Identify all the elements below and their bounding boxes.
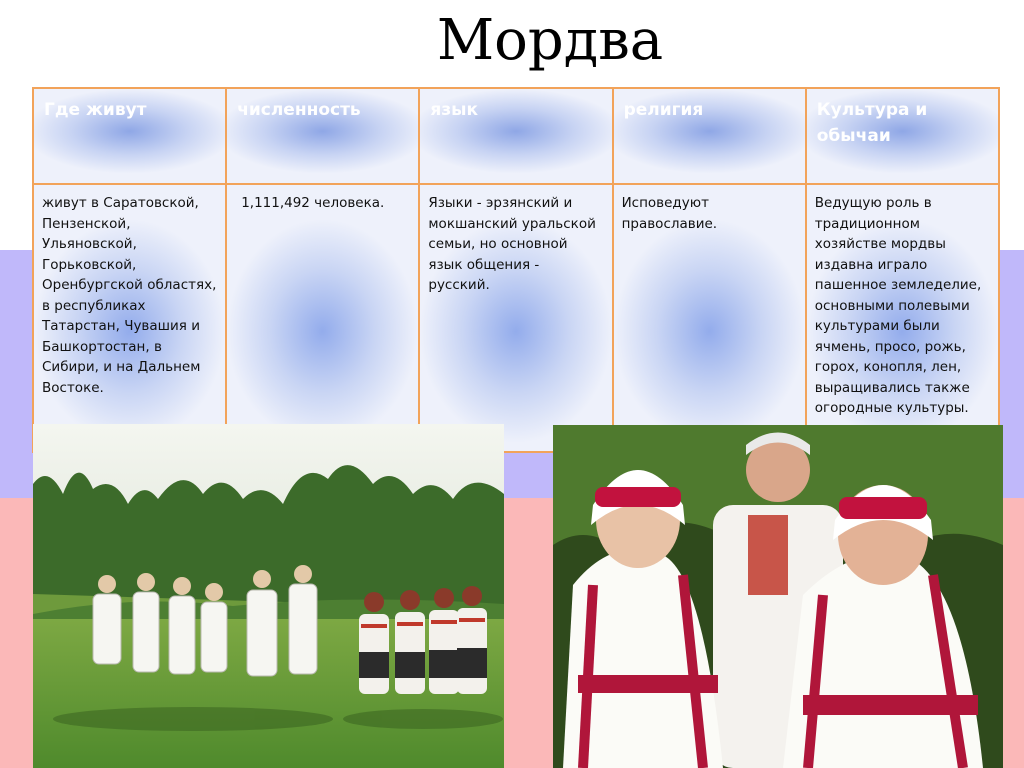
cell-culture: Ведущую роль в традиционном хозяйстве мордвы издавна играло пашенное земледелие, основными полевыми культурами были ячмень, просо, рожь, горох, конопля, лен, выращивались также огородные культуры.: [806, 184, 999, 452]
header-language: язык: [419, 88, 612, 184]
cell-population: 1,111,492 человека.: [226, 184, 419, 452]
photo-folk-group-meadow: [33, 424, 504, 768]
header-culture: Культура и обычаи: [806, 88, 999, 184]
table-row: [33, 184, 999, 452]
header-religion: религия: [613, 88, 806, 184]
cell-where-live: живут в Саратовской, Пензенской, Ульяновской, Горьковской, Оренбургской областях, в республиках Татарстан, Чувашия и Башкортостан, в Сибири, и на Дальнем Востоке.: [33, 184, 226, 452]
slide-title: Мордва: [436, 8, 664, 73]
header-population: численность: [226, 88, 419, 184]
cell-language: Языки - эрзянский и мокшанский уральской семьи, но основной язык общения - русский.: [419, 184, 612, 452]
photo-traditional-costume-trio: [553, 425, 1003, 768]
cell-religion: Исповедуют православие.: [613, 184, 806, 452]
table-header-row: [33, 88, 999, 184]
header-where-live: Где живут: [33, 88, 226, 184]
info-table: [32, 87, 1000, 453]
